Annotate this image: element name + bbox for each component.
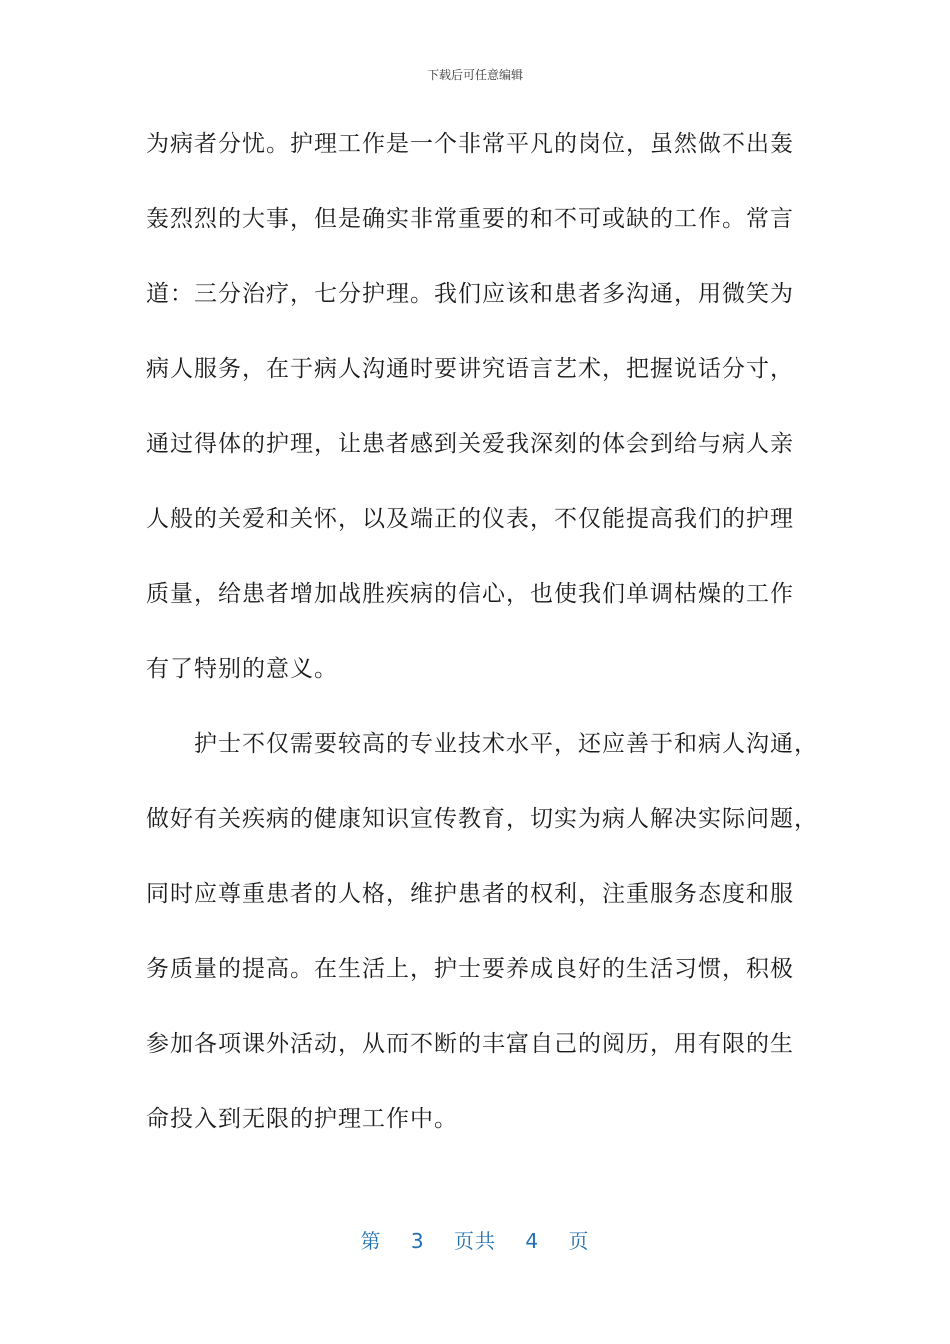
text-line: 有了特别的意义。	[146, 656, 338, 682]
text-line: 参加各项课外活动，从而不断的丰富自己的阅历，用有限的生	[146, 1031, 794, 1057]
text-line: 通过得体的护理，让患者感到关爱我深刻的体会到给与病人亲	[146, 431, 794, 457]
page-footer	[0, 1225, 950, 1254]
text-line: 同时应尊重患者的人格，维护患者的权利，注重服务态度和服	[146, 881, 794, 907]
document-body	[146, 107, 816, 1157]
text-line: 做好有关疾病的健康知识宣传教育，切实为病人解决实际问题，	[146, 806, 818, 832]
footer-prefix: 第	[360, 1229, 382, 1253]
text-line: 道：三分治疗，七分护理。我们应该和患者多沟通，用微笑为	[146, 281, 794, 307]
text-line: 命投入到无限的护理工作中。	[146, 1106, 458, 1132]
current-page-number: 3	[410, 1229, 425, 1253]
text-line: 为病者分忧。护理工作是一个非常平凡的岗位，虽然做不出轰	[146, 131, 794, 157]
text-line: 质量，给患者增加战胜疾病的信心，也使我们单调枯燥的工作	[146, 581, 794, 607]
footer-suffix: 页	[568, 1229, 590, 1253]
header-note: 下载后可任意编辑	[426, 68, 523, 82]
text-line: 务质量的提高。在生活上，护士要养成良好的生活习惯，积极	[146, 956, 794, 982]
text-line: 病人服务，在于病人沟通时要讲究语言艺术，把握说话分寸，	[146, 356, 794, 382]
footer-middle: 页共	[454, 1229, 496, 1253]
paragraph-start-line: 护士不仅需要较高的专业技术水平，还应善于和病人沟通，	[194, 731, 818, 757]
text-line: 人般的关爱和关怀，以及端正的仪表，不仅能提高我们的护理	[146, 506, 794, 532]
total-page-number: 4	[525, 1229, 540, 1253]
text-line: 轰烈烈的大事，但是确实非常重要的和不可或缺的工作。常言	[146, 206, 794, 232]
